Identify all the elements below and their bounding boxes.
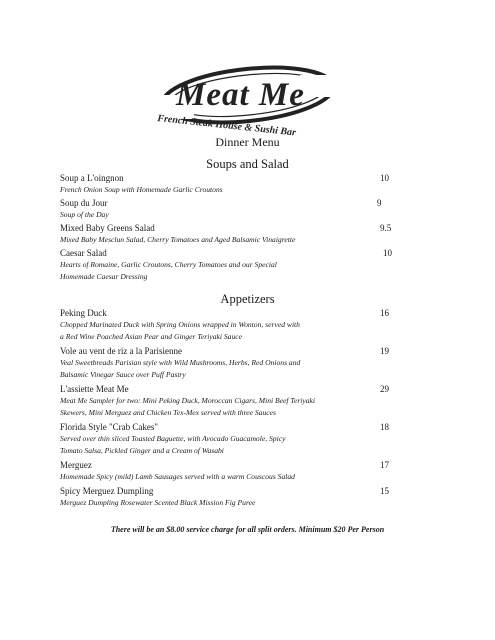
item-name: Merguez (60, 460, 92, 470)
menu-title: Dinner Menu (215, 135, 280, 149)
item-price: 19 (380, 346, 389, 356)
item-description: Merguez Dumpling Rosewater Scented Black Mission Fig Puree (60, 498, 256, 507)
item-description: Balsamic Vinegar Sauce over Puff Pastry (60, 370, 186, 379)
logo-tagline: French Steak House & Sushi Bar (156, 113, 297, 139)
menu-item-caesar-salad (60, 247, 400, 283)
menu-item-crab-cakes (60, 421, 400, 457)
item-description: French Onion Soup with Homemade Garlic Croutons (60, 185, 223, 194)
item-price: 10 (380, 173, 389, 183)
item-description: Served over thin sliced Toasted Baguette, with Avocado Guacamole, Spicy (60, 434, 286, 443)
menu-item-soup-du-jour (60, 197, 400, 221)
item-price: 16 (380, 308, 389, 318)
item-description: Soup of the Day (60, 210, 109, 219)
restaurant-logo (150, 55, 340, 145)
item-description: Homemade Caesar Dressing (60, 272, 148, 281)
item-description: Tomato Salsa, Pickled Ginger and a Cream of Wasabi (60, 446, 224, 455)
menu-item-merguez (60, 459, 400, 483)
item-name: Mixed Baby Greens Salad (60, 223, 155, 233)
item-description: Hearts of Romaine, Garlic Croutons, Cherry Tomatoes and our Special (60, 260, 277, 269)
item-price: 15 (380, 486, 389, 496)
logo-brand-name: Meat Me (176, 77, 305, 113)
item-name: Vole au vent de riz a la Parisienne (60, 346, 183, 356)
item-price: 10 (383, 248, 392, 258)
item-description: Skewers, Mini Merguez and Chicken Tex-Mex served with three Sauces (60, 408, 276, 417)
menu-item-soup-oingnon (60, 172, 400, 196)
item-description: a Red Wine Poached Asian Pear and Ginger Teriyaki Sauce (60, 332, 243, 341)
item-price: 18 (380, 422, 389, 432)
item-name: Caesar Salad (60, 248, 107, 258)
menu-item-mixed-baby-greens (60, 222, 400, 246)
service-charge-notice: There will be an $8.00 service charge for all split orders. Minimum $20 Per Person (110, 525, 385, 534)
item-name: L'assiette Meat Me (60, 384, 129, 394)
item-description: Homemade Spicy (mild) Lamb Sausages served with a warm Couscous Salad (60, 472, 295, 481)
item-name: Spicy Merguez Dumpling (60, 486, 154, 496)
item-description: Veal Sweetbreads Parisian style with Wild Mushrooms, Herbs, Red Onions and (60, 358, 301, 367)
item-price: 17 (380, 460, 389, 470)
section-title-appetizers: Appetizers (220, 292, 275, 306)
section-title-soups-salad: Soups and Salad (206, 157, 289, 171)
item-name: Peking Duck (60, 308, 107, 318)
item-name: Florida Style "Crab Cakes" (60, 422, 159, 432)
item-name: Soup a L'oingnon (60, 173, 124, 183)
item-name: Soup du Jour (60, 198, 108, 208)
item-price: 9.5 (380, 223, 392, 233)
item-price: 29 (380, 384, 389, 394)
item-description: Chopped Marinated Duck with Spring Onions wrapped in Wonton, served with (60, 320, 300, 329)
menu-item-spicy-merguez-dumpling (60, 485, 400, 509)
menu-item-vole-au-vent (60, 345, 400, 381)
item-description: Meat Me Sampler for two: Mini Peking Duck, Moroccan Cigars, Mini Beef Teriyaki (60, 396, 316, 405)
menu-item-lassiette-meat-me (60, 383, 400, 419)
item-description: Mixed Baby Mesclun Salad, Cherry Tomatoes and Aged Balsamic Vinaigrette (60, 235, 296, 244)
menu-item-peking-duck (60, 307, 400, 343)
item-price: 9 (377, 198, 382, 208)
